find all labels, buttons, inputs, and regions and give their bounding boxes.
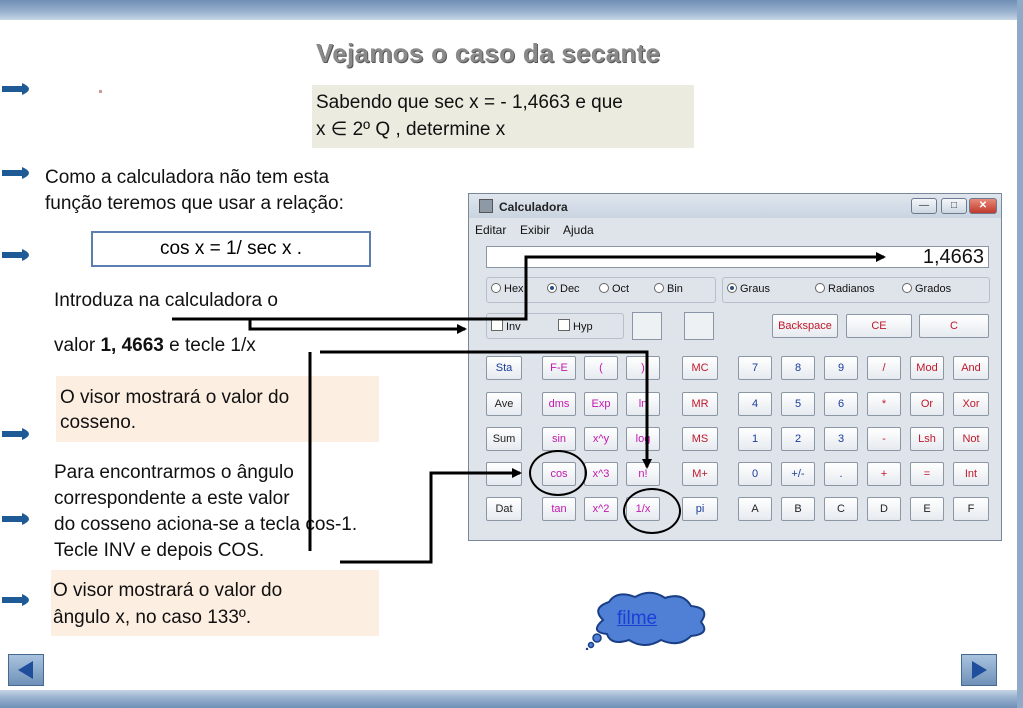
key-6[interactable]: 6 [824,392,858,416]
arrow-to-reciprocal [320,352,647,467]
menu-exibir[interactable]: Exibir [520,223,551,237]
checkbox-inv-label: Inv [506,321,521,333]
key-x-pow-y[interactable]: x^y [584,427,618,451]
result-text-line1: O visor mostrará o valor do [53,580,283,601]
arrow-right-icon [962,655,996,685]
key-dms[interactable]: dms [542,392,576,416]
key-close-paren[interactable]: ) [626,356,660,380]
key-sum[interactable]: Sum [486,427,522,451]
key-hex-a[interactable]: A [738,497,772,521]
cosine-text-line2: cosseno. [60,412,137,433]
key-m-plus[interactable]: M+ [682,462,718,486]
key-f-e[interactable]: F-E [542,356,576,380]
key-open-paren[interactable]: ( [584,356,618,380]
key-factorial[interactable]: n! [626,462,660,486]
maximize-icon[interactable]: □ [941,198,967,214]
key-plus-minus[interactable]: +/- [781,462,815,486]
radio-oct-label: Oct [612,283,630,295]
arrow-to-inv [250,320,465,329]
key-divide[interactable]: / [867,356,901,380]
formula-box: cos x = 1/ sec x . [91,231,371,267]
menu-ajuda[interactable]: Ajuda [563,223,594,237]
key-not[interactable]: Not [953,427,989,451]
key-1[interactable]: 1 [738,427,772,451]
radio-radianos-label: Radianos [828,283,875,295]
key-hex-d[interactable]: D [867,497,901,521]
key-mc[interactable]: MC [682,356,718,380]
angle-text-line1: Para encontrarmos o ângulo [54,462,294,483]
step1-text-line1: Introduza na calculadora o [54,290,278,311]
step1-value: 1, 4663 [100,335,164,356]
intro-text-line1: Sabendo que sec x = - 1,4663 e que [316,92,623,113]
key-xor[interactable]: Xor [953,392,989,416]
key-2[interactable]: 2 [781,427,815,451]
radio-bin-label: Bin [667,283,683,295]
angle-text-line2: correspondente a este valor [54,488,290,509]
key-dat[interactable]: Dat [486,497,522,521]
key-mod[interactable]: Mod [910,356,944,380]
key-log[interactable]: log [626,427,660,451]
key-7[interactable]: 7 [738,356,772,380]
key-cos[interactable]: cos [542,462,576,486]
key-0[interactable]: 0 [738,462,772,486]
key-int[interactable]: Int [953,462,989,486]
cosine-text-line1: O visor mostrará o valor do [60,387,290,408]
key-reciprocal[interactable]: 1/x [626,497,660,521]
radio-grados-label: Grados [915,283,952,295]
slide-title: Vejamos o caso da secante [316,38,661,68]
key-mr[interactable]: MR [682,392,718,416]
key-multiply[interactable]: * [867,392,901,416]
key-ms[interactable]: MS [682,427,718,451]
key-hex-b[interactable]: B [781,497,815,521]
key-3[interactable]: 3 [824,427,858,451]
angle-text-line4: Tecle INV e depois COS. [54,540,265,561]
key-5[interactable]: 5 [781,392,815,416]
step1-text-a: valor [54,335,101,356]
film-link[interactable]: filme [617,608,658,629]
intro-text-line2: x ∈ 2º Q , determine x [316,119,506,140]
key-9[interactable]: 9 [824,356,858,380]
radio-hex-label: Hex [504,283,524,295]
menu-editar[interactable]: Editar [475,223,507,237]
calculator-title: Calculadora [499,200,568,214]
result-text-line2: ângulo x, no caso 133º. [53,607,252,628]
key-ce[interactable]: CE [846,314,912,338]
radio-graus-label: Graus [740,283,770,295]
relation-text-line2: função teremos que usar a relação: [45,193,344,214]
key-sin[interactable]: sin [542,427,576,451]
arrow-to-cos [340,473,520,562]
key-hex-c[interactable]: C [824,497,858,521]
minimize-icon[interactable]: — [911,198,937,214]
key-x-squared[interactable]: x^2 [584,497,618,521]
key-minus[interactable]: - [867,427,901,451]
angle-text-line3: do cosseno aciona-se a tecla cos-1. [54,514,358,535]
close-icon[interactable]: ✕ [969,198,997,214]
arrow-left-icon [9,655,43,685]
key-exp[interactable]: Exp [584,392,618,416]
checkbox-hyp-label: Hyp [573,321,593,333]
arrow-to-display [172,257,884,319]
next-slide-button[interactable] [961,654,997,686]
key-ln[interactable]: ln [626,392,660,416]
radio-dec-label: Dec [560,283,580,295]
key-and[interactable]: And [953,356,989,380]
key-pi[interactable]: pi [682,497,718,521]
key-equals[interactable]: = [910,462,944,486]
key-or[interactable]: Or [910,392,944,416]
key-8[interactable]: 8 [781,356,815,380]
key-hex-f[interactable]: F [953,497,989,521]
key-lsh[interactable]: Lsh [910,427,944,451]
key-ave[interactable]: Ave [486,392,522,416]
relation-text-line1: Como a calculadora não tem esta [45,167,330,188]
key-sta[interactable]: Sta [486,356,522,380]
key-hex-e[interactable]: E [910,497,944,521]
previous-slide-button[interactable] [8,654,44,686]
step1-text-c: e tecle 1/x [163,335,256,356]
key-c[interactable]: C [919,314,989,338]
key-tan[interactable]: tan [542,497,576,521]
key-backspace[interactable]: Backspace [772,314,838,338]
key-x-cubed[interactable]: x^3 [584,462,618,486]
key-plus[interactable]: + [867,462,901,486]
key-decimal[interactable]: . [824,462,858,486]
calculator-display: 1,4663 [486,246,989,268]
key-4[interactable]: 4 [738,392,772,416]
